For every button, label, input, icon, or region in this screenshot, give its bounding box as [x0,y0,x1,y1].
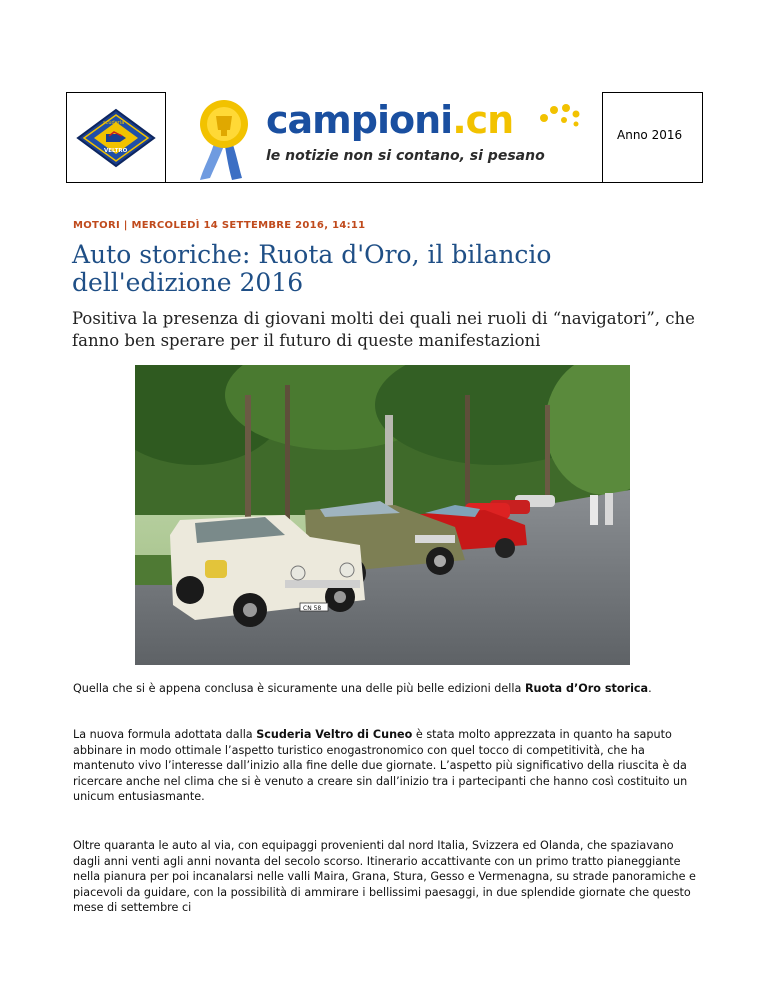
header-border-right [702,92,703,183]
header-border-top-left [66,92,166,93]
paragraph-3: Oltre quaranta le auto al via, con equipaggi provenienti dal nord Italia, Svizzera ed Olanda, che spaziavano dagli anni venti agli anni novanta del secolo scorso. Itinerario accattivante con un primo tratto pianeggiante nella pianura per poi incanalarsi nelle valli Maira, Grana, Stura, Gesso e Vermenagna, su strade panoramiche e piacevoli da guidare, con la possibilità di ammirare i bellissimi paesaggi, in due splendide giornate che questo mese di settembre ci [73,839,696,914]
header-border-top-right [602,92,703,93]
paragraph-1 [73,681,703,697]
p1-bold: Ruota d’Oro storica [524,682,649,695]
scuderia-veltro-logo [76,108,156,168]
photo-plate: CN 58 [303,605,322,612]
year-label: Anno 2016 [617,128,683,142]
p1-text: Quella che si è appena conclusa è sicuramente una delle più belle edizioni della [73,682,525,695]
medal-icon [186,96,270,186]
badge-text-top: scuderia [103,120,125,126]
p2-bold: Scuderia Veltro di Cuneo [256,728,413,741]
header-divider-1 [165,92,166,183]
site-name-tld: .cn [452,98,514,142]
article-category: MOTORI | MERCOLEDÌ 14 SETTEMBRE 2016, 14:11 [73,220,366,231]
article-title: Auto storiche: Ruota d'Oro, il bilancio dell'edizione 2016 [72,240,552,297]
site-tagline: le notizie non si contano, si pesano [266,148,545,164]
site-name-main: campioni [266,98,453,142]
header-divider-2 [602,92,603,183]
p2-text-b: è stata molto apprezzata in quanto ha saputo abbinare in modo ottimale l’aspetto turistico enogastronomico con quel tocco di competitività, che ha mantenuto vivo l’interesse dall’inizio alla fine delle due giornate. L’aspetto più significativo della riuscita è da ricercare anche nel clima che si è venuto a creare sin dall’inizio tra i partecipanti che hanno così costituito un unicum entusiasmante. [73,728,688,803]
p2-text-a: La nuova formula adottata dalla [73,728,257,741]
paragraph-2 [73,727,703,805]
badge-text-bottom: VELTRO [104,148,128,154]
campioni-logo [186,96,586,180]
header-border-left [66,92,67,183]
header-border-bottom [66,182,703,183]
dots-decoration-icon [538,100,586,130]
site-name [266,98,513,142]
p1-end: . [648,682,652,695]
article-photo [135,365,630,665]
article-subtitle: Positiva la presenza di giovani molti dei quali nei ruoli di “navigatori”, che fanno ben sperare per il futuro di queste manifestazioni [72,309,695,350]
